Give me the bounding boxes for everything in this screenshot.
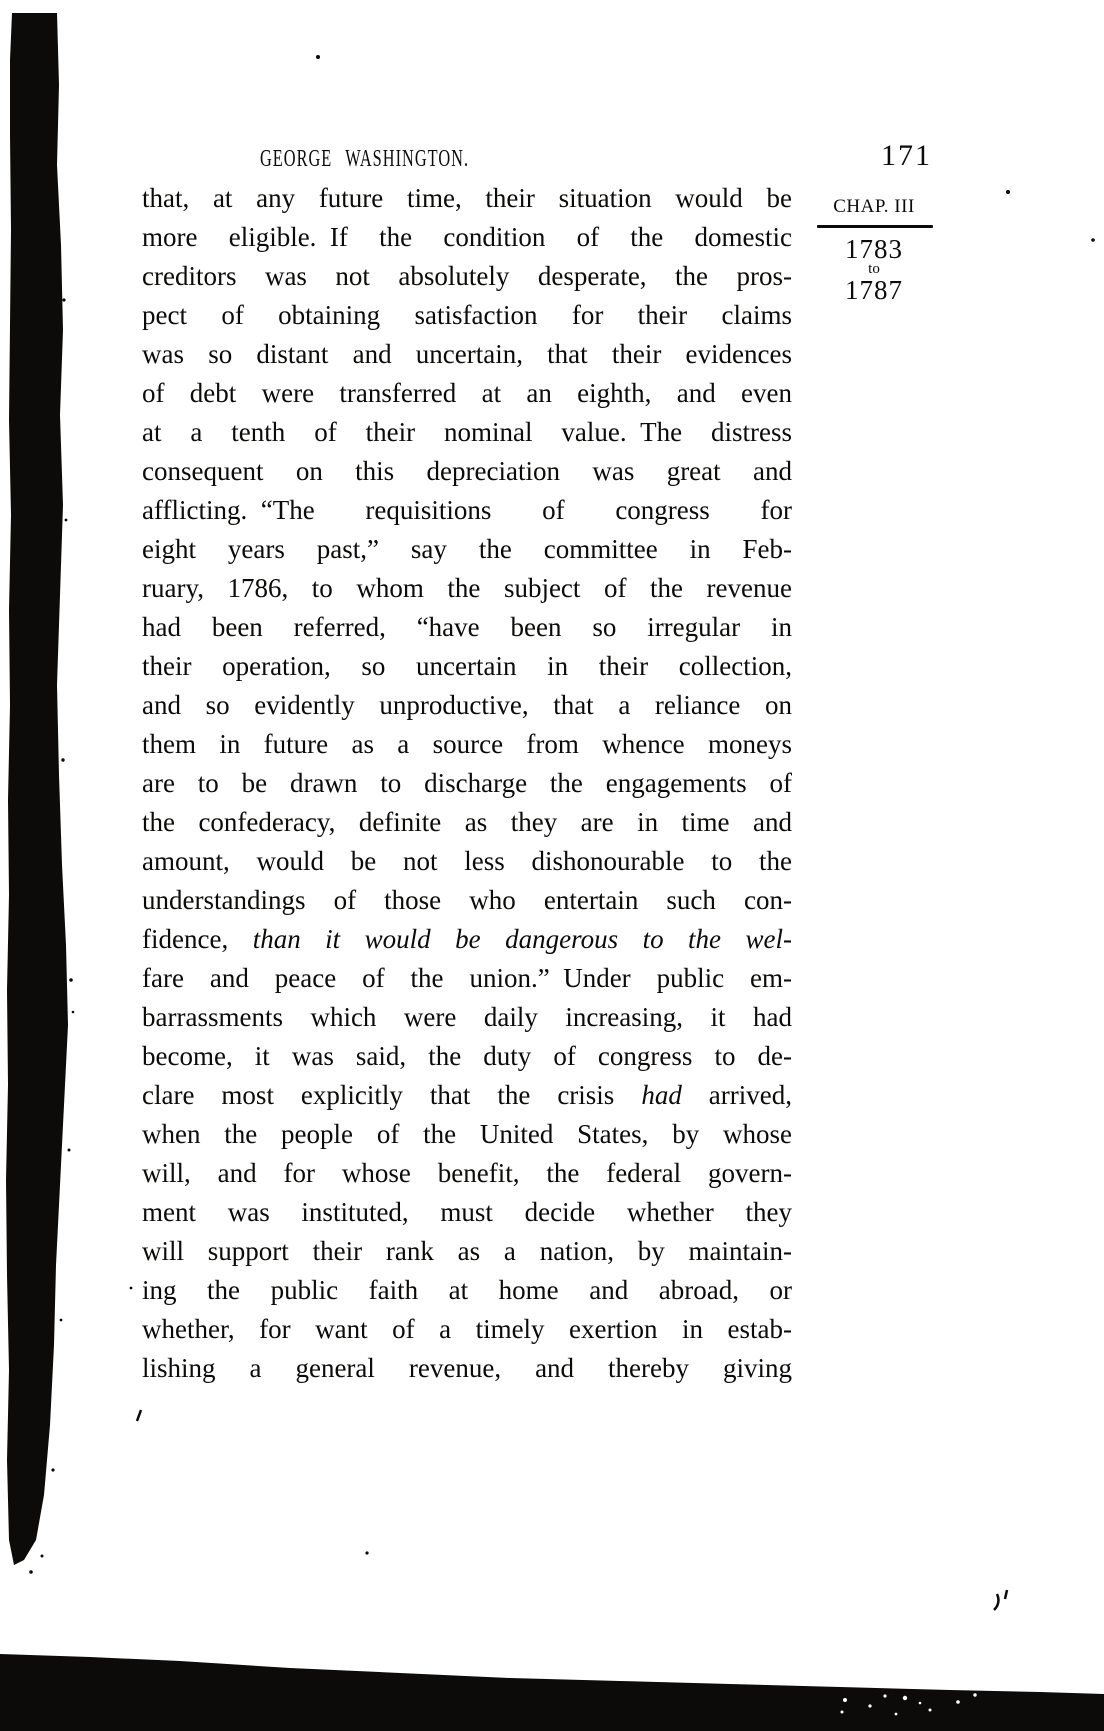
- text-segment: ruary, 1786, to whom the subject of the revenue: [142, 573, 792, 603]
- binding-edge-specks: [12, 151, 74, 1574]
- band-speckles: [841, 1693, 977, 1715]
- text-segment: barrassments which were daily increasing, it had: [142, 1002, 792, 1032]
- text-line: [142, 881, 792, 920]
- chapter-label: CHAP. III: [833, 196, 915, 217]
- text-segment: amount, would be not less dishonourable to the: [142, 846, 792, 876]
- text-line: [142, 491, 792, 530]
- text-segment: afflicting. “The requisitions of congress for: [142, 495, 792, 525]
- text-segment: ment was instituted, must decide whether they: [142, 1197, 792, 1227]
- text-line: [142, 725, 792, 764]
- text-segment: their operation, so uncertain in their collection,: [142, 651, 792, 681]
- stray-tick-mark: [137, 1410, 141, 1421]
- body-text-column: [142, 179, 792, 1388]
- text-line: [142, 218, 792, 257]
- text-line: [142, 959, 792, 998]
- text-segment: arrived,: [681, 1080, 792, 1110]
- margin-note: [813, 196, 935, 304]
- text-line: [142, 686, 792, 725]
- text-segment: more eligible. If the condition of the domestic: [142, 222, 792, 252]
- text-segment: the confederacy, definite as they are in time and: [142, 807, 792, 837]
- text-line: [142, 1232, 792, 1271]
- page-number: 171: [881, 139, 932, 172]
- text-line: [142, 452, 792, 491]
- text-line: [142, 1193, 792, 1232]
- text-segment: when the people of the United States, by whose: [142, 1119, 792, 1149]
- text-line: [142, 842, 792, 881]
- scan-band-bottom: [0, 1654, 1104, 1731]
- text-segment: of debt were transferred at an eighth, and even: [142, 378, 792, 408]
- text-line: [142, 608, 792, 647]
- stray-mark-bottom-right: [994, 1590, 1007, 1610]
- text-segment: was so distant and uncertain, that their evidences: [142, 339, 792, 369]
- text-segment: them in future as a source from whence moneys: [142, 729, 792, 759]
- text-line: [142, 413, 792, 452]
- text-segment: at a tenth of their nominal value. The distress: [142, 417, 792, 447]
- margin-year-to: 1787: [845, 275, 903, 305]
- margin-year-connector: to: [868, 261, 880, 277]
- italic-text-segment: had: [641, 1080, 682, 1110]
- text-line: [142, 1115, 792, 1154]
- text-segment: eight years past,” say the committee in Feb-: [142, 534, 792, 564]
- text-line: [142, 569, 792, 608]
- text-line: [142, 998, 792, 1037]
- text-line: [142, 920, 792, 959]
- running-title: GEORGE WASHINGTON.: [260, 146, 470, 172]
- text-segment: consequent on this depreciation was great and: [142, 456, 792, 486]
- text-segment: lishing a general revenue, and thereby giving: [142, 1353, 792, 1383]
- text-line: [142, 257, 792, 296]
- text-line: [142, 803, 792, 842]
- text-line: [142, 335, 792, 374]
- text-segment: that, at any future time, their situation would be: [142, 183, 792, 213]
- text-line: [142, 296, 792, 335]
- text-line: [142, 647, 792, 686]
- text-segment: clare most explicitly that the crisis: [142, 1080, 642, 1110]
- text-segment: and so evidently unproductive, that a reliance on: [142, 690, 792, 720]
- text-segment: pect of obtaining satisfaction for their claims: [142, 300, 792, 330]
- margin-year-from: 1783: [845, 234, 903, 264]
- text-segment: understandings of those who entertain such con-: [142, 885, 792, 915]
- text-segment: become, it was said, the duty of congress to de-: [142, 1041, 792, 1071]
- text-segment: had been referred, “have been so irregular in: [142, 612, 792, 642]
- text-segment: will, and for whose benefit, the federal govern-: [142, 1158, 792, 1188]
- text-line: [142, 1271, 792, 1310]
- text-line: [142, 530, 792, 569]
- text-segment: will support their rank as a nation, by maintain-: [142, 1236, 792, 1266]
- text-segment: ing the public faith at home and abroad, or: [142, 1275, 792, 1305]
- margin-rule: [817, 225, 933, 228]
- text-line: [142, 179, 792, 218]
- text-line: [142, 1310, 792, 1349]
- text-line: [142, 1037, 792, 1076]
- text-line: [142, 1154, 792, 1193]
- text-segment: fare and peace of the union.” Under public em-: [142, 963, 792, 993]
- binding-shadow-left: [6, 13, 68, 1565]
- text-segment: are to be drawn to discharge the engagements of: [142, 768, 792, 798]
- text-line: [142, 764, 792, 803]
- text-line: [142, 374, 792, 413]
- italic-text-segment: than it would be dangerous to the wel-: [252, 924, 793, 954]
- text-segment: fidence,: [142, 924, 253, 954]
- text-line: [142, 1076, 792, 1115]
- text-line: [142, 1349, 792, 1388]
- text-segment: whether, for want of a timely exertion in estab-: [142, 1314, 792, 1344]
- text-segment: creditors was not absolutely desperate, the pros-: [142, 261, 792, 291]
